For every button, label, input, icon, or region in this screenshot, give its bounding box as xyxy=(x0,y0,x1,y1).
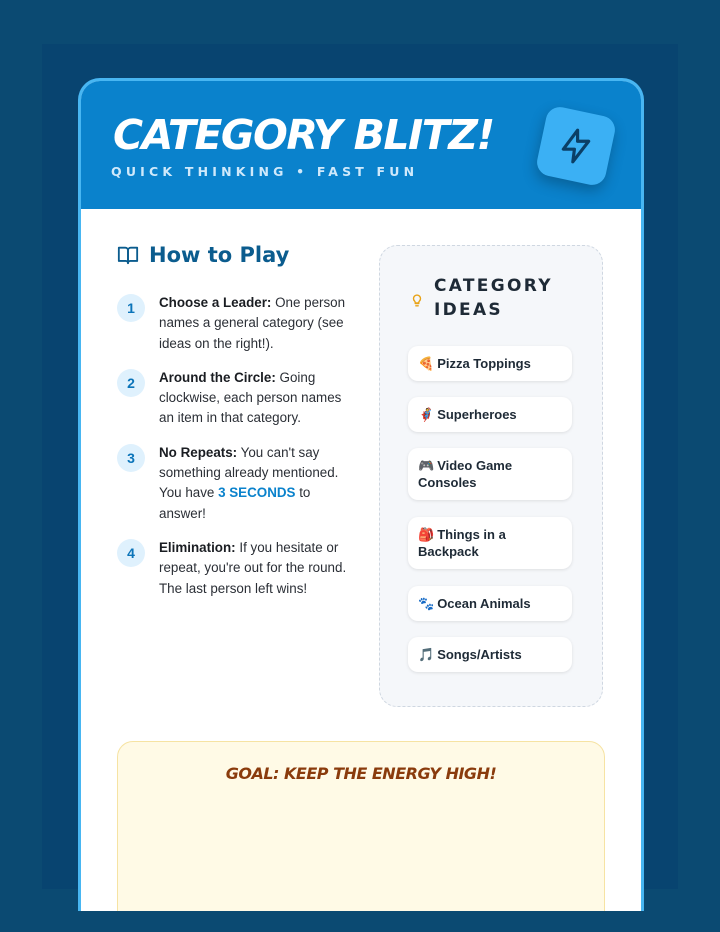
how-to-play-heading xyxy=(117,243,289,267)
superhero-icon: 🦸 xyxy=(418,407,435,422)
step-item xyxy=(117,368,349,429)
step-label: Choose a Leader: xyxy=(159,295,272,310)
book-icon xyxy=(117,244,139,266)
step-item xyxy=(117,443,349,524)
step-number: 2 xyxy=(117,369,145,397)
category-idea-songs-artists[interactable] xyxy=(408,637,572,672)
step-text: One person names a general category (see ideas on the right!). xyxy=(159,295,346,351)
category-idea-label: Things in a Backpack xyxy=(418,527,506,559)
step-item xyxy=(117,293,349,354)
goal-panel xyxy=(117,741,605,911)
lightbulb-icon xyxy=(410,293,424,307)
category-idea-video-game-consoles[interactable] xyxy=(408,448,572,500)
step-label: Around the Circle: xyxy=(159,369,276,385)
step-text: Going clockwise, each person names an item in that category. xyxy=(159,369,342,426)
category-ideas-title: CATEGORY IDEAS xyxy=(434,276,553,320)
step-number: 4 xyxy=(117,539,145,567)
category-idea-label: Ocean Animals xyxy=(437,596,531,611)
step-text: If you hesitate or repeat, you're out for the round. The last person left wins! xyxy=(159,539,347,596)
category-idea-things-in-a-backpack[interactable] xyxy=(408,517,572,569)
time-limit-highlight: 3 SECONDS xyxy=(218,485,296,501)
step-text: You can't say something already mentioned. You have xyxy=(159,444,339,501)
lightning-icon xyxy=(557,127,595,165)
category-idea-label: Pizza Toppings xyxy=(437,356,531,371)
step-number: 3 xyxy=(117,444,145,472)
category-idea-label: Superheroes xyxy=(437,407,517,422)
card-header xyxy=(81,81,641,209)
category-idea-ocean-animals[interactable] xyxy=(408,586,572,621)
page-subtitle: QUICK THINKING • FAST FUN xyxy=(111,164,419,179)
category-idea-label: Songs/Artists xyxy=(437,647,522,662)
category-idea-superheroes[interactable] xyxy=(408,397,572,432)
category-idea-label: Video Game Consoles xyxy=(418,458,513,490)
music-note-icon: 🎵 xyxy=(418,647,435,662)
pizza-icon: 🍕 xyxy=(418,356,435,371)
backpack-icon: 🎒 xyxy=(418,527,435,542)
category-ideas-heading xyxy=(410,274,564,322)
goal-title: GOAL: KEEP THE ENERGY HIGH! xyxy=(225,764,497,783)
category-ideas-panel xyxy=(379,245,603,707)
game-card xyxy=(78,78,644,911)
step-item xyxy=(117,538,349,599)
game-controller-icon: 🎮 xyxy=(418,458,435,473)
steps-list xyxy=(117,293,349,613)
paw-prints-icon: 🐾 xyxy=(418,596,435,611)
category-idea-pizza-toppings[interactable] xyxy=(408,346,572,381)
step-label: Elimination: xyxy=(159,539,236,555)
how-to-play-title: How to Play xyxy=(149,243,290,267)
page-title: CATEGORY BLITZ! xyxy=(113,111,494,159)
lightning-badge xyxy=(534,104,617,187)
step-number: 1 xyxy=(117,294,145,322)
step-label: No Repeats: xyxy=(159,444,238,460)
step-text-after: to answer! xyxy=(159,485,311,521)
